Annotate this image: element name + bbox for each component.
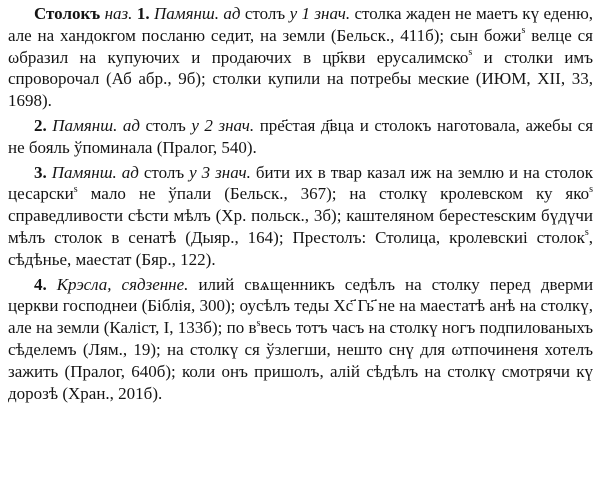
sense-definition: Крэсла, сядзенне. [56,274,189,294]
sense-text: пре҃стая д҃вца и столокъ наготовала, ажебы ся не бояль ўпоминала (Пралог, 540). [8,115,594,157]
sense-text: мало не ўпали (Бельск., 367); на столкү кролевском ку яко [90,184,590,204]
sense-definition: Памянш. ад [51,162,139,182]
sense-text: илий свѧщенникъ седѣлъ на столку перед дверми церкви господнеи (Біблія, 300); оусѣлъ теды Хс҃ Гь҃ не на маестатѣ анѣ на столкү, але на земли (Каліст, I, 133б); по в [8,274,594,338]
grammar-label: наз. [104,4,133,23]
sense-3 [8,162,593,271]
sense-4 [8,274,593,405]
sense-text: весь тотъ часъ на столкү ногъ подпилованыхъ сѣделемъ (Лям., 19); на столкү ся ўзлегши, нешто снү для ωтпочиненя хотелъ зажить (Пралог, 640б); коли онъ пришолъ, алій сѣдѣлъ на столкү смотрячи кү дорозѣ (Хран., 201б). [8,318,593,403]
sense-lemma: столъ [244,4,286,23]
sense-lemma: столъ [143,162,185,182]
sense-text: и столки имъ спроворочал (Аб абр., 9б); столки купили на потребы меские (ИЮМ, XII, 33, 1698). [8,47,593,111]
sense-number: 2. [34,115,47,135]
sense-reference: у 3 знач. [189,162,251,182]
superscript: s [589,183,593,195]
sense-1 [8,3,593,112]
sense-text: велце ся ωбразил на купуючих и продаючих в цр҃кви ерусалимско [8,25,594,67]
sense-text: , сѣдѣнье, маестат (Бяр., 122). [8,227,593,269]
sense-text: бити их в твар казал иж на землю и на столок цесарски [8,162,593,204]
sense-reference: у 1 знач. [289,4,351,23]
superscript: s [584,227,589,239]
superscript: s [256,317,261,329]
sense-number: 1. [136,4,150,23]
superscript: s [73,183,78,195]
sense-number: 3. [34,162,47,182]
headword: Столокъ [34,4,101,23]
sense-reference: у 2 знач. [191,115,255,135]
sense-definition: Памянш. ад [153,4,241,23]
sense-text: столка жаден не маетъ кү еденю, але на хандокгом посланю седит, на земли (Бельск., 411б); сын божи [8,4,594,45]
sense-definition: Памянш. ад [52,115,140,135]
sense-2 [8,115,593,159]
superscript: s [521,25,526,37]
sense-text: справедливости сѣсти мѣлъ (Хр. польск., 3б); каштеляном берестеᵴским бүдүчи мѣлъ столок в сенатѣ (Дыяр., 164); Престолъ: Столица, кролевскиі столок [8,206,593,247]
superscript: s [468,46,473,58]
sense-lemma: столъ [145,115,186,135]
sense-number: 4. [34,274,47,294]
